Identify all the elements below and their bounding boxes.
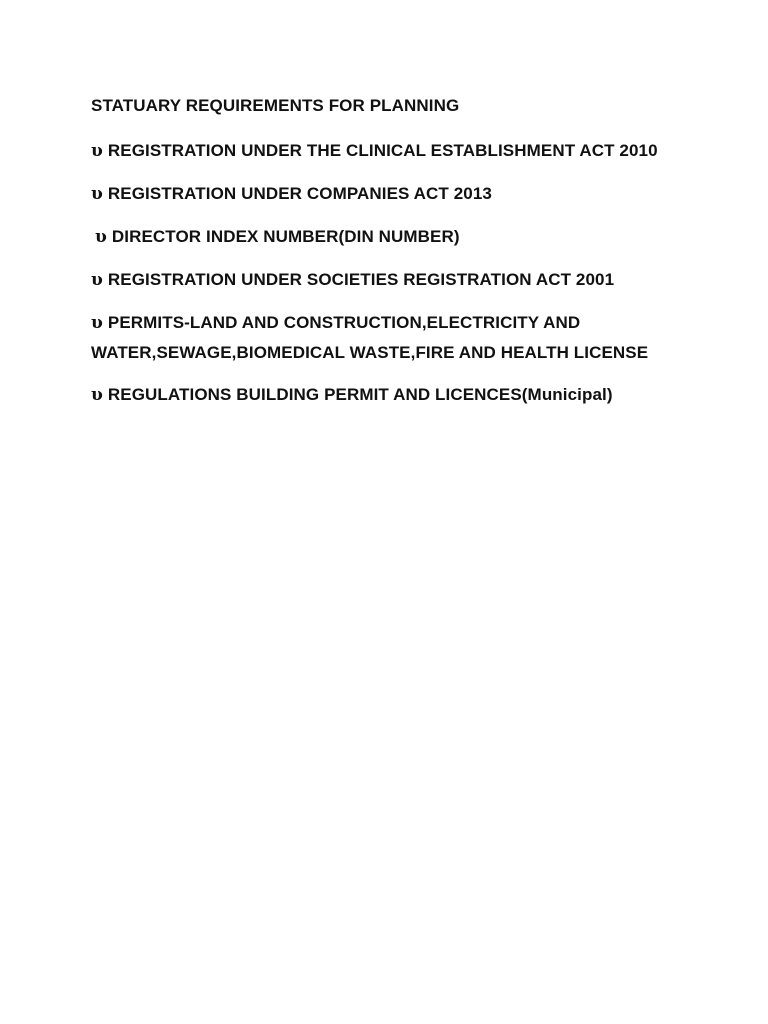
document-content: [91, 94, 691, 423]
list-item: [91, 222, 691, 252]
bullet-symbol-icon: υ: [91, 270, 103, 290]
list-item-text: REGULATIONS BUILDING PERMIT AND LICENCES(Municipal): [107, 385, 613, 404]
list-item: [91, 179, 691, 209]
bullet-symbol-icon: υ: [91, 313, 103, 333]
bullet-symbol-icon: υ: [91, 141, 103, 161]
list-item: [91, 380, 691, 410]
bullet-symbol-icon: υ: [91, 184, 103, 204]
list-item-text: DIRECTOR INDEX NUMBER(DIN NUMBER): [111, 227, 460, 246]
list-item-text: REGISTRATION UNDER COMPANIES ACT 2013: [107, 184, 492, 203]
bullet-symbol-icon: υ: [91, 385, 103, 405]
list-item: [91, 136, 691, 166]
list-item-text: PERMITS-LAND AND CONSTRUCTION,ELECTRICITY AND WATER,SEWAGE,BIOMEDICAL WASTE,FIRE AND HEALTH LICENSE: [91, 313, 649, 362]
list-item: [91, 265, 691, 295]
list-item-text: REGISTRATION UNDER SOCIETIES REGISTRATION ACT 2001: [107, 270, 615, 289]
requirements-list: [91, 136, 691, 410]
list-item-text: REGISTRATION UNDER THE CLINICAL ESTABLISHMENT ACT 2010: [107, 141, 658, 160]
list-item: [91, 308, 691, 367]
bullet-symbol-icon: υ: [95, 227, 107, 247]
page-title: STATUARY REQUIREMENTS FOR PLANNING: [91, 96, 460, 115]
